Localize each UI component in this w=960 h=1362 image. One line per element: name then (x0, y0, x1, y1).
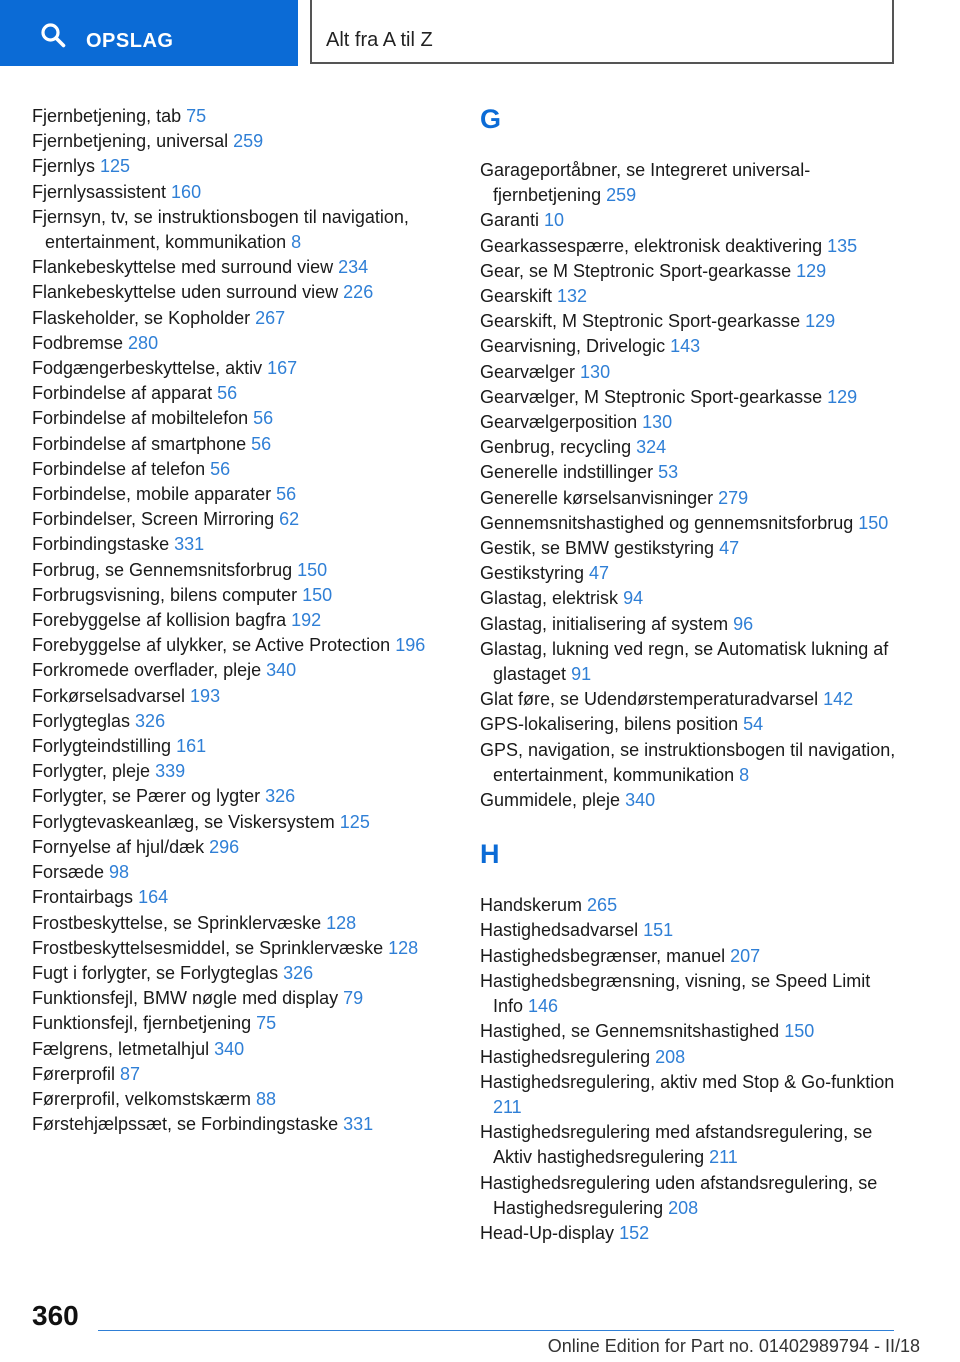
index-term: Fælgrens, letmetalhjul (32, 1038, 215, 1059)
index-entry (32, 1037, 442, 1062)
page-reference-link[interactable]: 129 (805, 311, 836, 332)
page-reference-link[interactable]: 8 (739, 764, 750, 785)
page-reference-link[interactable]: 142 (823, 689, 854, 710)
index-term: Hastighedsregulering uden afstandsregulering, se Hastighedsregulering (480, 1172, 878, 1218)
index-entry (32, 810, 442, 835)
index-letter-heading: G (480, 104, 502, 134)
index-entry (32, 180, 442, 205)
page-reference-link[interactable]: 125 (100, 156, 131, 177)
index-entry (480, 738, 900, 788)
index-entry (32, 306, 442, 331)
index-entry (480, 712, 900, 737)
index-entry (480, 1070, 900, 1120)
index-term: Forbrug, se Gennemsnitsforbrug (32, 559, 298, 580)
index-entry (32, 381, 442, 406)
index-term: Forbindelse af telefon (32, 458, 211, 479)
page-reference-link[interactable]: 8 (291, 232, 302, 253)
index-entry (32, 734, 442, 759)
page-reference-link[interactable]: 296 (209, 836, 240, 857)
index-term: Gummidele, pleje (480, 790, 626, 811)
index-term: Funktionsfejl, BMW nøgle med display (32, 988, 344, 1009)
index-term: Førerprofil, velkomstskærm (32, 1088, 257, 1109)
index-entry (32, 482, 442, 507)
page-reference-link[interactable]: 135 (827, 235, 858, 256)
index-term: Fjernbetjening, universal (32, 131, 234, 152)
index-entry (32, 709, 442, 734)
index-entry (32, 885, 442, 910)
page-reference-link[interactable]: 56 (276, 484, 297, 505)
page-reference-link[interactable]: 160 (171, 181, 202, 202)
index-entry (32, 507, 442, 532)
index-term: Forlygter, se Pærer og lygter (32, 786, 266, 807)
index-term: Forbindelse af apparat (32, 383, 218, 404)
page-reference-link[interactable]: 94 (623, 588, 644, 609)
index-entry (32, 911, 442, 936)
section-title: Alt fra A til Z (326, 29, 433, 51)
index-term: GPS, navigation, se instruktionsbogen til navigation, entertainment, kommunikation (480, 739, 896, 785)
page-reference-link[interactable]: 150 (302, 584, 333, 605)
index-term: Forkromede overflader, pleje (32, 660, 267, 681)
index-term: Førstehjælpssæt, se Forbindingstaske (32, 1114, 344, 1135)
index-term: Gearkassespærre, elektronisk deaktivering (480, 235, 828, 256)
index-term: Fodgængerbeskyttelse, aktiv (32, 358, 268, 379)
index-entry (32, 532, 442, 557)
search-icon (40, 22, 66, 48)
page-reference-link[interactable]: 192 (291, 610, 322, 631)
page-reference-link[interactable]: 56 (253, 408, 274, 429)
page-reference-link[interactable]: 79 (343, 988, 364, 1009)
index-entry (32, 104, 442, 129)
index-entry (32, 608, 442, 633)
index-term: Forebyggelse af ulykker, se Active Protection (32, 635, 396, 656)
page-reference-link[interactable]: 340 (266, 660, 297, 681)
page-reference-link[interactable]: 152 (619, 1222, 650, 1243)
index-term: Gennemsnitshastighed og gennemsnitsforbrug (480, 512, 859, 533)
index-term: Hastighedsregulering med afstandsregulering, se Aktiv hastighedsregulering (480, 1122, 873, 1168)
index-term: Gearvælger, M Steptronic Sport-gearkasse (480, 386, 828, 407)
index-term: GPS-lokalisering, bilens position (480, 714, 744, 735)
index-term: Forbrugsvisning, bilens computer (32, 584, 303, 605)
page-reference-link[interactable]: 47 (589, 563, 610, 584)
page-reference-link[interactable]: 146 (528, 996, 559, 1017)
index-entry (480, 460, 900, 485)
index-entry (32, 684, 442, 709)
index-entry (480, 612, 900, 637)
index-entry (480, 284, 900, 309)
index-entry (480, 309, 900, 334)
page-reference-link[interactable]: 128 (326, 912, 357, 933)
index-term: Gearvælger (480, 361, 581, 382)
page-reference-link[interactable]: 326 (135, 710, 166, 731)
footer-edition: Online Edition for Part no. 01402989794 - II/18 (547, 1336, 920, 1356)
index-entry (480, 687, 900, 712)
index-term: Glastag, lukning ved regn, se Automatisk lukning af glastaget (480, 638, 889, 685)
index-term: Flaskeholder, se Kopholder (32, 307, 256, 328)
footer-divider (98, 1330, 894, 1331)
page-reference-link[interactable]: 211 (493, 1096, 522, 1117)
index-entry (480, 208, 900, 233)
page-reference-link[interactable]: 259 (606, 185, 637, 206)
page-reference-link[interactable]: 98 (109, 862, 130, 883)
index-entry (32, 936, 442, 961)
index-term: Hastighedsbegrænsning, visning, se Speed Limit Info (480, 970, 871, 1017)
index-entry (32, 835, 442, 860)
page-reference-link[interactable]: 207 (730, 945, 761, 966)
page-reference-link[interactable]: 56 (217, 383, 238, 404)
page-reference-link[interactable]: 279 (718, 487, 749, 508)
page-reference-link[interactable]: 47 (719, 538, 740, 559)
index-entry (32, 583, 442, 608)
index-entry (480, 586, 900, 611)
index-entry (32, 784, 442, 809)
index-entry (480, 234, 900, 259)
index-term: Forbindelse, mobile apparater (32, 484, 277, 505)
index-term: Forlygteindstilling (32, 736, 177, 757)
index-entry (32, 255, 442, 280)
page-reference-link[interactable]: 326 (265, 786, 296, 807)
index-entry (480, 158, 900, 208)
page-reference-link[interactable]: 340 (214, 1038, 245, 1059)
index-term: Generelle indstillinger (480, 462, 659, 483)
page-reference-link[interactable]: 150 (784, 1021, 815, 1042)
index-term: Frostbeskyttelsesmiddel, se Sprinklervæske (32, 937, 389, 958)
page-reference-link[interactable]: 208 (668, 1197, 699, 1218)
page-reference-link[interactable]: 167 (267, 358, 298, 379)
page-reference-link[interactable]: 331 (174, 534, 205, 555)
page-reference-link[interactable]: 75 (186, 106, 207, 126)
index-term: Gestikstyring (480, 563, 590, 584)
index-entry (480, 360, 900, 385)
page-reference-link[interactable]: 150 (858, 512, 889, 533)
page-header (0, 0, 960, 66)
page-number: 360 (32, 1300, 79, 1331)
index-term: Gearskift, M Steptronic Sport-gearkasse (480, 311, 806, 332)
index-entry (480, 1045, 900, 1070)
index-entry (32, 154, 442, 179)
page-reference-link[interactable]: 339 (155, 761, 186, 782)
index-entry (480, 536, 900, 561)
index-term: Fjernbetjening, tab (32, 106, 187, 126)
page-reference-link[interactable]: 129 (796, 260, 827, 281)
index-entry (480, 1120, 900, 1170)
page-reference-link[interactable]: 211 (709, 1147, 738, 1168)
page-reference-link[interactable]: 88 (256, 1088, 277, 1109)
page-reference-link[interactable]: 259 (233, 131, 264, 152)
index-entry (480, 918, 900, 943)
index-entry (32, 406, 442, 431)
index-term: Gear, se M Steptronic Sport-gearkasse (480, 260, 797, 281)
index-term: Fjernlysassistent (32, 181, 172, 202)
page-reference-link[interactable]: 340 (625, 790, 656, 811)
index-term: Forsæde (32, 862, 110, 883)
index-letter-heading: H (480, 839, 500, 870)
index-term: Forlygtevaskeanlæg, se Viskersystem (32, 811, 340, 832)
page-reference-link[interactable]: 193 (190, 685, 221, 706)
page-reference-link[interactable]: 132 (557, 286, 588, 307)
index-term: Garanti (480, 210, 545, 231)
index-term: Fjernlys (32, 156, 101, 177)
index-entry (32, 558, 442, 583)
index-term: Hastighedsadvarsel (480, 920, 644, 941)
page-reference-link[interactable]: 87 (120, 1063, 141, 1084)
index-term: Forlygter, pleje (32, 761, 156, 782)
index-entry (32, 1112, 442, 1137)
index-term: Glat føre, se Udendørstemperaturadvarsel (480, 689, 824, 710)
page-reference-link[interactable]: 326 (283, 962, 314, 983)
page-reference-link[interactable]: 161 (176, 736, 207, 757)
index-term: Gearvælgerposition (480, 412, 643, 433)
index-entry (480, 486, 900, 511)
index-entry (480, 435, 900, 460)
index-term: Fugt i forlygter, se Forlygteglas (32, 962, 284, 983)
page-reference-link[interactable]: 267 (255, 307, 286, 328)
index-entry (480, 410, 900, 435)
page-reference-link[interactable]: 196 (395, 635, 426, 656)
page-reference-link[interactable]: 208 (655, 1046, 686, 1067)
page-reference-link[interactable]: 226 (343, 282, 374, 303)
index-term: Head-Up-display (480, 1222, 620, 1243)
page-reference-link[interactable]: 128 (388, 937, 419, 958)
index-term: Frontairbags (32, 887, 139, 908)
index-term: Frostbeskyttelse, se Sprinklervæske (32, 912, 327, 933)
index-entry (480, 788, 900, 813)
page-reference-link[interactable]: 130 (580, 361, 611, 382)
index-term: Hastighedsbegrænser, manuel (480, 945, 731, 966)
index-entry (32, 633, 442, 658)
page-reference-link[interactable]: 164 (138, 887, 169, 908)
index-entry (480, 1221, 900, 1246)
index-entry (32, 961, 442, 986)
index-entry (480, 1171, 900, 1221)
index-term: Hastighedsregulering (480, 1046, 656, 1067)
index-term: Forbindelser, Screen Mirroring (32, 509, 280, 530)
page-reference-link[interactable]: 56 (251, 433, 272, 454)
index-term: Generelle kørselsanvisninger (480, 487, 719, 508)
index-entry (480, 334, 900, 359)
page-reference-link[interactable]: 129 (827, 386, 858, 407)
index-term: Forbindelse af mobiltelefon (32, 408, 254, 429)
page-reference-link[interactable]: 151 (643, 920, 674, 941)
index-entry (32, 1087, 442, 1112)
page-reference-link[interactable]: 125 (339, 811, 370, 832)
index-entry (32, 205, 442, 255)
index-entry (480, 511, 900, 536)
page-reference-link[interactable]: 234 (338, 257, 369, 278)
index-column-right (480, 104, 900, 1246)
page-reference-link[interactable]: 96 (733, 613, 754, 634)
index-entry (32, 129, 442, 154)
index-term: Funktionsfejl, fjernbetjening (32, 1013, 257, 1034)
index-entry (480, 259, 900, 284)
page-reference-link[interactable]: 54 (743, 714, 764, 735)
index-entry (480, 893, 900, 918)
page-reference-link[interactable]: 150 (297, 559, 328, 580)
index-term: Flankebeskyttelse uden surround view (32, 282, 344, 303)
index-term: Genbrug, recycling (480, 437, 637, 458)
index-entry (480, 969, 900, 1019)
index-entry (32, 1062, 442, 1087)
index-term: Forkørselsadvarsel (32, 685, 191, 706)
index-entry (32, 1011, 442, 1036)
page-reference-link[interactable]: 280 (128, 332, 159, 353)
section-title-box (310, 0, 894, 64)
page-reference-link[interactable]: 130 (642, 412, 673, 433)
index-entry (32, 280, 442, 305)
index-entry (480, 637, 900, 687)
index-entry (32, 658, 442, 683)
index-term: Forebyggelse af kollision bagfra (32, 610, 292, 631)
index-term: Glastag, elektrisk (480, 588, 624, 609)
index-entry (32, 432, 442, 457)
page-reference-link[interactable]: 143 (670, 336, 701, 357)
index-entry (32, 860, 442, 885)
index-entry (480, 944, 900, 969)
index-term: Fornyelse af hjul/dæk (32, 836, 210, 857)
page-reference-link[interactable]: 53 (658, 462, 679, 483)
search-tab[interactable] (0, 0, 298, 66)
page-reference-link[interactable]: 265 (587, 895, 618, 916)
index-term: Flankebeskyttelse med surround view (32, 257, 339, 278)
index-entry (480, 385, 900, 410)
index-term: Forbindingstaske (32, 534, 175, 555)
index-term: Fjernsyn, tv, se instruktionsbogen til navigation, entertainment, kommunikation (32, 206, 409, 253)
index-column-left (32, 104, 442, 1137)
index-term: Fodbremse (32, 332, 129, 353)
index-entry (32, 457, 442, 482)
page-reference-link[interactable]: 62 (279, 509, 300, 530)
search-tab-label: OPSLAG (86, 30, 174, 52)
index-term: Gestik, se BMW gestikstyring (480, 538, 720, 559)
page-reference-link[interactable]: 75 (256, 1013, 277, 1034)
index-entry (480, 561, 900, 586)
page-reference-link[interactable]: 324 (636, 437, 667, 458)
index-term: Glastag, initialisering af system (480, 613, 734, 634)
index-entry (32, 331, 442, 356)
index-term: Forbindelse af smartphone (32, 433, 252, 454)
index-term: Førerprofil (32, 1063, 121, 1084)
index-term: Hastighed, se Gennemsnitshastighed (480, 1021, 785, 1042)
page-reference-link[interactable]: 56 (210, 458, 231, 479)
index-entry (480, 1019, 900, 1044)
index-term: Hastighedsregulering, aktiv med Stop & Go-funktion (480, 1071, 895, 1092)
index-term: Gearskift (480, 286, 558, 307)
index-term: Garageportåbner, se Integreret universal-fjernbetjening (480, 160, 811, 206)
page-reference-link[interactable]: 331 (343, 1114, 374, 1135)
index-entry (32, 986, 442, 1011)
index-term: Forlygteglas (32, 710, 136, 731)
index-entry (32, 759, 442, 784)
index-term: Gearvisning, Drivelogic (480, 336, 671, 357)
page-reference-link[interactable]: 91 (571, 664, 592, 685)
index-term: Handskerum (480, 895, 588, 916)
index-entry (32, 356, 442, 381)
page-reference-link[interactable]: 10 (544, 210, 565, 231)
